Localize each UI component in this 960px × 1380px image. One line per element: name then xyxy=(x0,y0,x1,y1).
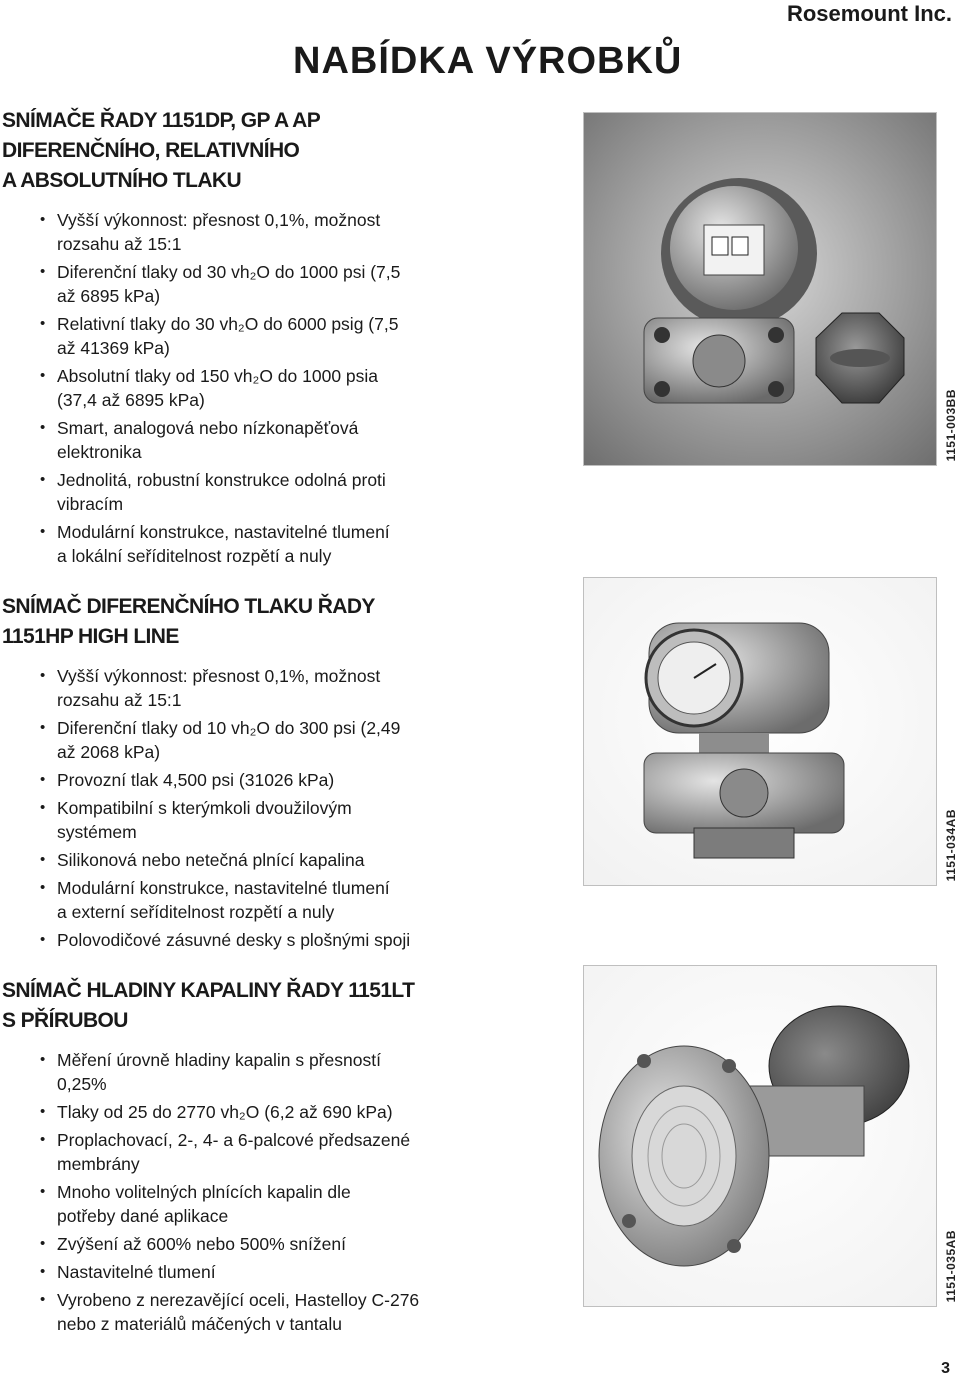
list-item: • Polovodičové zásuvné desky s plošnými spoji xyxy=(2,928,482,952)
section-1151dp xyxy=(2,106,482,572)
list-item: • Zvýšení až 600% nebo 500% snížení xyxy=(2,1232,482,1256)
list-item: • Mnoho volitelných plnících kapalin dle potřeby dané aplikace xyxy=(2,1180,482,1228)
list-item: • Měření úrovně hladiny kapalin s přesností 0,25% xyxy=(2,1048,482,1096)
list-item: • Vyšší výkonnost: přesnost 0,1%, možnost rozsahu až 15:1 xyxy=(2,664,482,712)
list-item: • Smart, analogová nebo nízkonapěťová elektronika xyxy=(2,416,482,464)
section-title: SNÍMAČE ŘADY 1151DP, GP A AP DIFERENČNÍHO, RELATIVNÍHO A ABSOLUTNÍHO TLAKU xyxy=(2,109,321,192)
list-item: • Diferenční tlaky od 30 vh₂O do 1000 psi (7,5 až 6895 kPa) xyxy=(2,260,482,308)
feature-list xyxy=(2,208,482,568)
photo-code-label: 1151-034AB xyxy=(944,808,958,881)
list-item: • Modulární konstrukce, nastavitelné tlumení a externí seříditelnost rozpětí a nuly xyxy=(2,876,482,924)
transmitter-image xyxy=(584,113,936,465)
feature-list xyxy=(2,1048,482,1336)
list-item: • Relativní tlaky do 30 vh₂O do 6000 psig (7,5 až 41369 kPa) xyxy=(2,312,482,360)
product-photo-1151lt xyxy=(583,965,958,1307)
transmitter-image xyxy=(584,578,936,885)
transmitter-image xyxy=(584,966,936,1306)
list-item: • Provozní tlak 4,500 psi (31026 kPa) xyxy=(2,768,482,792)
section-1151hp xyxy=(2,592,482,956)
list-item: • Vyšší výkonnost: přesnost 0,1%, možnost rozsahu až 15:1 xyxy=(2,208,482,256)
list-item: • Tlaky od 25 do 2770 vh₂O (6,2 až 690 kPa) xyxy=(2,1100,482,1124)
section-title: SNÍMAČ HLADINY KAPALINY ŘADY 1151LT S PŘÍRUBOU xyxy=(2,979,415,1032)
list-item: • Modulární konstrukce, nastavitelné tlumení a lokální seříditelnost rozpětí a nuly xyxy=(2,520,482,568)
list-item: • Silikonová nebo netečná plnící kapalina xyxy=(2,848,482,872)
photo-code-label: 1151-035AB xyxy=(944,1229,958,1302)
page-number: 3 xyxy=(941,1360,950,1377)
brand-name: Rosemount Inc. xyxy=(786,1,952,26)
section-1151lt xyxy=(2,976,482,1340)
page-title: NABÍDKA VÝROBKŮ xyxy=(293,40,683,82)
product-photo-1151hp xyxy=(583,577,958,886)
feature-list xyxy=(2,664,482,952)
list-item: • Diferenční tlaky od 10 vh₂O do 300 psi (2,49 až 2068 kPa) xyxy=(2,716,482,764)
product-photo-1151dp xyxy=(583,112,958,466)
list-item: • Absolutní tlaky od 150 vh₂O do 1000 psia (37,4 až 6895 kPa) xyxy=(2,364,482,412)
list-item: • Jednolitá, robustní konstrukce odolná proti vibracím xyxy=(2,468,482,516)
list-item: • Vyrobeno z nerezavějící oceli, Hastelloy C-276 nebo z materiálů máčených v tantalu xyxy=(2,1288,482,1336)
section-title: SNÍMAČ DIFERENČNÍHO TLAKU ŘADY 1151HP HIGH LINE xyxy=(2,595,375,648)
photo-code-label: 1151-003BB xyxy=(944,388,958,461)
list-item: • Nastavitelné tlumení xyxy=(2,1260,482,1284)
list-item: • Proplachovací, 2-, 4- a 6-palcové předsazené membrány xyxy=(2,1128,482,1176)
list-item: • Kompatibilní s kterýmkoli dvoužilovým systémem xyxy=(2,796,482,844)
